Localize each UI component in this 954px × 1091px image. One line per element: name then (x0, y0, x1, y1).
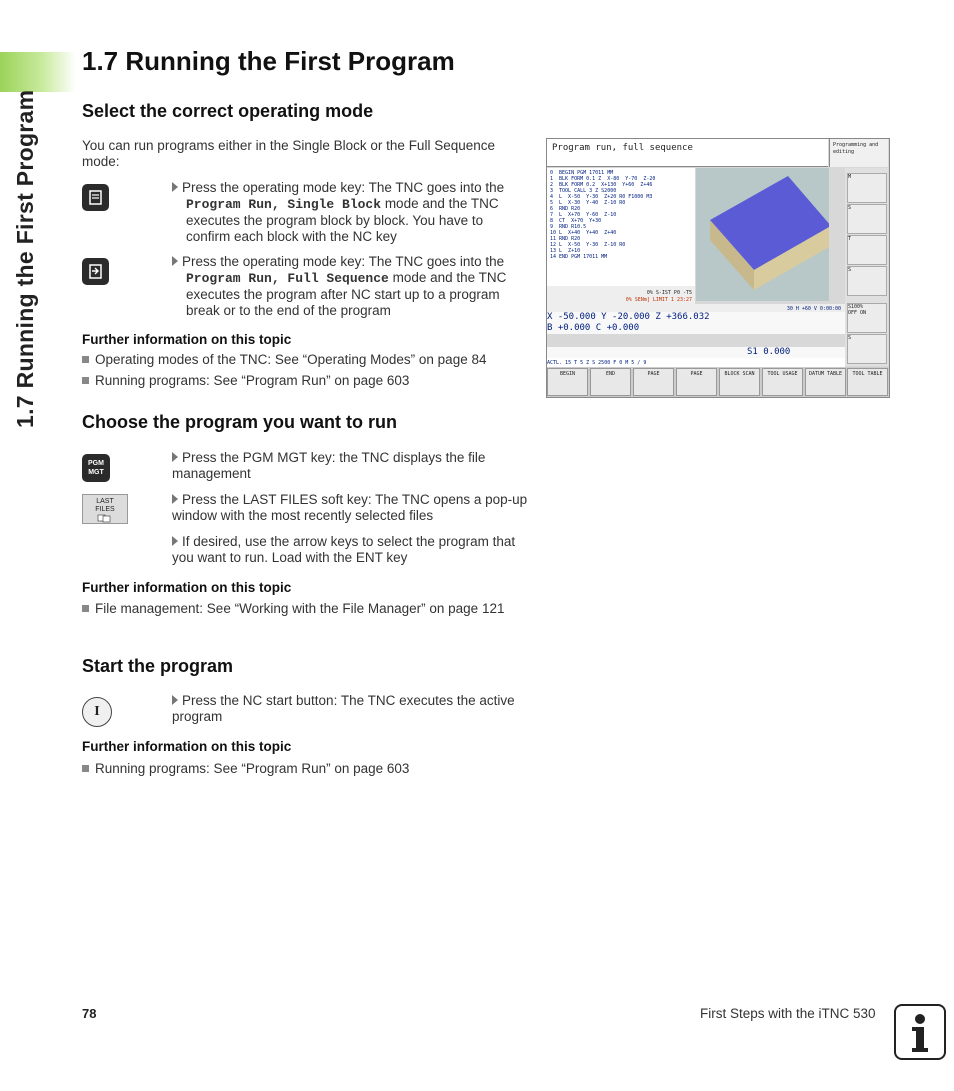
program-line: 2 BLK FORM 0.2 X+130 Y+60 Z+46 (550, 182, 653, 188)
status-time: 30 H +60 V 0:00:00 (547, 304, 845, 315)
position-row-1: X -50.000 Y -20.000 Z +366.032 (547, 312, 845, 323)
mode-step-single: Press the operating mode key: The TNC goes into the Program Run, Single Block mode and the TNC executes the program block by block. You have to confirm each block with the NC key (172, 180, 528, 245)
section-heading-start: Start the program (82, 656, 234, 676)
program-listing (547, 168, 695, 286)
program-line: 5 L X-30 Y-40 Z-10 R0 (550, 200, 626, 206)
screen-mode-secondary: Programming and editing (829, 139, 888, 167)
program-line: 12 L X-50 Y-30 Z-10 R0 (550, 242, 626, 248)
pgm-mgt-key-icon: PGM MGT (82, 454, 110, 482)
footer-title: First Steps with the iTNC 530 (700, 1006, 876, 1021)
right-softkey-column (845, 168, 888, 366)
intro-text: You can run programs either in the Single Block or the Full Sequence mode: (82, 138, 495, 169)
right-key-s-plus: S (847, 266, 887, 296)
mode-step-full: Press the operating mode key: The TNC goes into the Program Run, Full Sequence mode and the TNC executes the program after NC start up to a program break or to the end of the program (172, 254, 528, 319)
choose-step: Press the PGM MGT key: the TNC displays the file management (172, 450, 486, 481)
section-heading-choose: Choose the program you want to run (82, 412, 398, 432)
further-info-heading: Further information on this topic (82, 739, 292, 754)
program-line: 4 L X-50 Y-30 Z+20 R0 F1000 M3 (550, 194, 653, 200)
softkey-begin[interactable]: BEGIN (547, 368, 588, 396)
program-line: 3 TOOL CALL 3 Z S2000 (550, 188, 617, 194)
program-line: 9 RND R10.5 (550, 224, 587, 230)
program-line: 11 RND R20 (550, 236, 581, 242)
softkey-page-up[interactable]: PAGE (633, 368, 674, 396)
bullet-item: File management: See “Working with the File Manager” on page 121 (82, 601, 522, 617)
spindle-readout: S1 0.000 (547, 347, 845, 358)
softkey-block-scan[interactable]: BLOCK SCAN (719, 368, 760, 396)
program-line: 6 RND R20 (550, 206, 581, 212)
softkey-tool-usage[interactable]: TOOL USAGE (762, 368, 803, 396)
position-row-2: B +0.000 C +0.000 (547, 323, 845, 334)
right-key-m: M (847, 173, 887, 203)
full-sequence-key-icon (82, 258, 109, 285)
bullet-item: Running programs: See “Program Run” on page 603 (82, 373, 409, 389)
actual-status-row: ACTL. 15 T 5 Z S 2500 F 0 M 5 / 9 (547, 358, 845, 369)
nc-start-key-icon: I (82, 697, 112, 727)
right-key-t: T (847, 235, 887, 265)
choose-step: Press the LAST FILES soft key: The TNC opens a pop-up window with the most recently selected files (172, 492, 528, 523)
workpiece-graphic (696, 168, 829, 301)
status-area: 0% S-IST P0 -T5 0% SENm] LIMIT 1 23:27 (547, 286, 695, 310)
right-key-s-minus: S (847, 334, 887, 364)
page-number: 78 (82, 1006, 97, 1021)
softkey-bar (547, 367, 889, 397)
program-line: 8 CT X+70 Y+30 (550, 218, 602, 224)
further-info-heading: Further information on this topic (82, 580, 292, 595)
choose-step: If desired, use the arrow keys to select the program that you want to run. Load with the ENT key (172, 534, 516, 565)
softkey-tool-table[interactable]: TOOL TABLE (847, 368, 888, 396)
softkey-page-down[interactable]: PAGE (676, 368, 717, 396)
softkey-end[interactable]: END (590, 368, 631, 396)
start-step: Press the NC start button: The TNC executes the active program (172, 693, 515, 724)
tnc-screen (546, 138, 890, 398)
program-line: 13 L Z+10 (550, 248, 581, 254)
bullet-item: Operating modes of the TNC: See “Operating Modes” on page 84 (82, 352, 486, 368)
page-title: 1.7 Running the First Program (82, 46, 455, 76)
program-line: 7 L X+70 Y-60 Z-10 (550, 212, 617, 218)
program-line: 10 L X+40 Y+40 Z+40 (550, 230, 617, 236)
softkey-datum-table[interactable]: DATUM TABLE (805, 368, 846, 396)
bullet-item: Running programs: See “Program Run” on page 603 (82, 761, 409, 777)
further-info-heading: Further information on this topic (82, 332, 292, 347)
last-files-softkey-icon: LAST FILES (82, 494, 128, 524)
screen-mode-title: Program run, full sequence (547, 139, 828, 167)
program-line: 14 END PGM 17011 MM (550, 254, 608, 260)
program-line: 1 BLK FORM 0.1 Z X-80 Y-70 Z-20 (550, 176, 656, 182)
info-icon (894, 1004, 946, 1060)
right-key-s: S (847, 204, 887, 234)
program-line: 0 BEGIN PGM 17011 MM (550, 170, 614, 176)
right-key-override: S100% OFF ON (847, 303, 887, 333)
section-heading-mode: Select the correct operating mode (82, 101, 374, 121)
single-block-key-icon (82, 184, 109, 211)
